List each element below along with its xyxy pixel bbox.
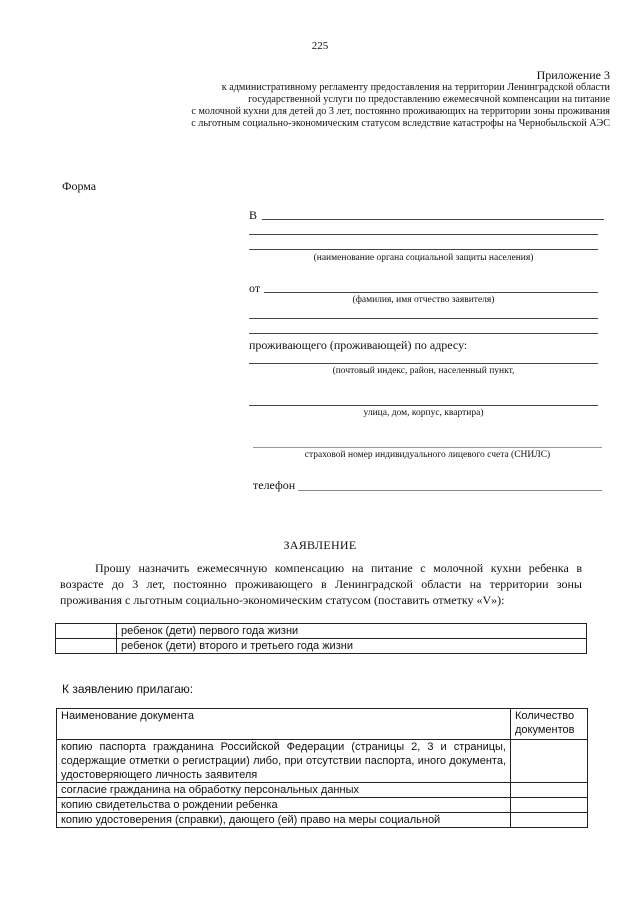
- table-header-row: [57, 709, 588, 740]
- address-label: проживающего (проживающей) по адресу:: [249, 338, 468, 352]
- to-field-line[interactable]: [262, 219, 604, 220]
- option-row: [56, 639, 587, 654]
- option-label: ребенок (дети) первого года жизни: [117, 624, 587, 639]
- document-name: копию паспорта гражданина Российской Федерации (страницы 2, 3 и страницы, содержащие отметки о регистрации) либо, при отсутствии паспорта, иного документа, удостоверяющего личность заявителя: [57, 740, 511, 783]
- option-row: [56, 624, 587, 639]
- table-row: [57, 740, 588, 783]
- address-field-line[interactable]: [249, 363, 598, 364]
- page-number: 225: [311, 40, 329, 52]
- appendix-reference: [140, 82, 610, 130]
- table-row: [57, 783, 588, 798]
- table-row: [57, 813, 588, 828]
- option-checkbox-cell[interactable]: [56, 624, 117, 639]
- snils-field-line[interactable]: [253, 447, 602, 448]
- document-name: копию свидетельства о рождении ребенка: [57, 798, 511, 813]
- from-field-line-2[interactable]: [249, 318, 598, 319]
- form-label: Форма: [62, 179, 97, 193]
- appendix-line: государственной услуги по предоставлению ежемесячной компенсации на питание: [248, 94, 610, 105]
- address-caption-1: (почтовый индекс, район, населенный пункт,: [332, 366, 515, 376]
- to-caption: (наименование органа социальной защиты населения): [313, 253, 534, 263]
- attachments-table: [56, 708, 588, 828]
- document-count-cell[interactable]: [511, 798, 588, 813]
- statement-text: Прошу назначить ежемесячную компенсацию на питание с молочной кухни ребенка в возрасте до 3 лет, постоянно проживающего в Ленинградской области на территории зоны проживания с льготным социально-экономическим статусом (поставить отметку «V»):: [60, 561, 582, 607]
- header-document-name: Наименование документа: [57, 709, 511, 740]
- from-field-line-3[interactable]: [249, 333, 598, 334]
- options-table: [55, 623, 587, 654]
- table-row: [57, 798, 588, 813]
- appendix-line: с молочной кухни для детей до 3 лет, постоянно проживающих на территории зоны проживания: [191, 106, 610, 117]
- header-document-count: Количество документов: [511, 709, 588, 740]
- from-field-line[interactable]: [264, 292, 598, 293]
- address-field-line-2[interactable]: [249, 405, 598, 406]
- document-count-cell[interactable]: [511, 813, 588, 828]
- appendix-title: Приложение 3: [536, 68, 610, 82]
- phone-field-line[interactable]: [298, 490, 602, 491]
- statement-title: ЗАЯВЛЕНИЕ: [283, 538, 357, 552]
- document-name: копию удостоверения (справки), дающего (ей) право на меры социальной: [57, 813, 511, 828]
- phone-label: телефон: [253, 478, 296, 492]
- to-label: В: [249, 208, 258, 222]
- to-field-line-2[interactable]: [249, 234, 598, 235]
- document-count-cell[interactable]: [511, 740, 588, 783]
- address-caption-2: улица, дом, корпус, квартира): [363, 408, 484, 418]
- appendix-line: с льготным социально-экономическим статусом вследствие катастрофы на Чернобыльской АЭС: [191, 118, 610, 129]
- from-caption: (фамилия, имя отчество заявителя): [352, 295, 495, 305]
- document-name: согласие гражданина на обработку персональных данных: [57, 783, 511, 798]
- to-field-line-3[interactable]: [249, 249, 598, 250]
- option-checkbox-cell[interactable]: [56, 639, 117, 654]
- from-label: от: [249, 281, 261, 295]
- document-count-cell[interactable]: [511, 783, 588, 798]
- appendix-line: к административному регламенту предоставления на территории Ленинградской области: [221, 82, 610, 93]
- option-label: ребенок (дети) второго и третьего года жизни: [117, 639, 587, 654]
- attachments-intro: К заявлению прилагаю:: [62, 682, 194, 696]
- snils-caption: страховой номер индивидуального лицевого счета (СНИЛС): [304, 450, 551, 460]
